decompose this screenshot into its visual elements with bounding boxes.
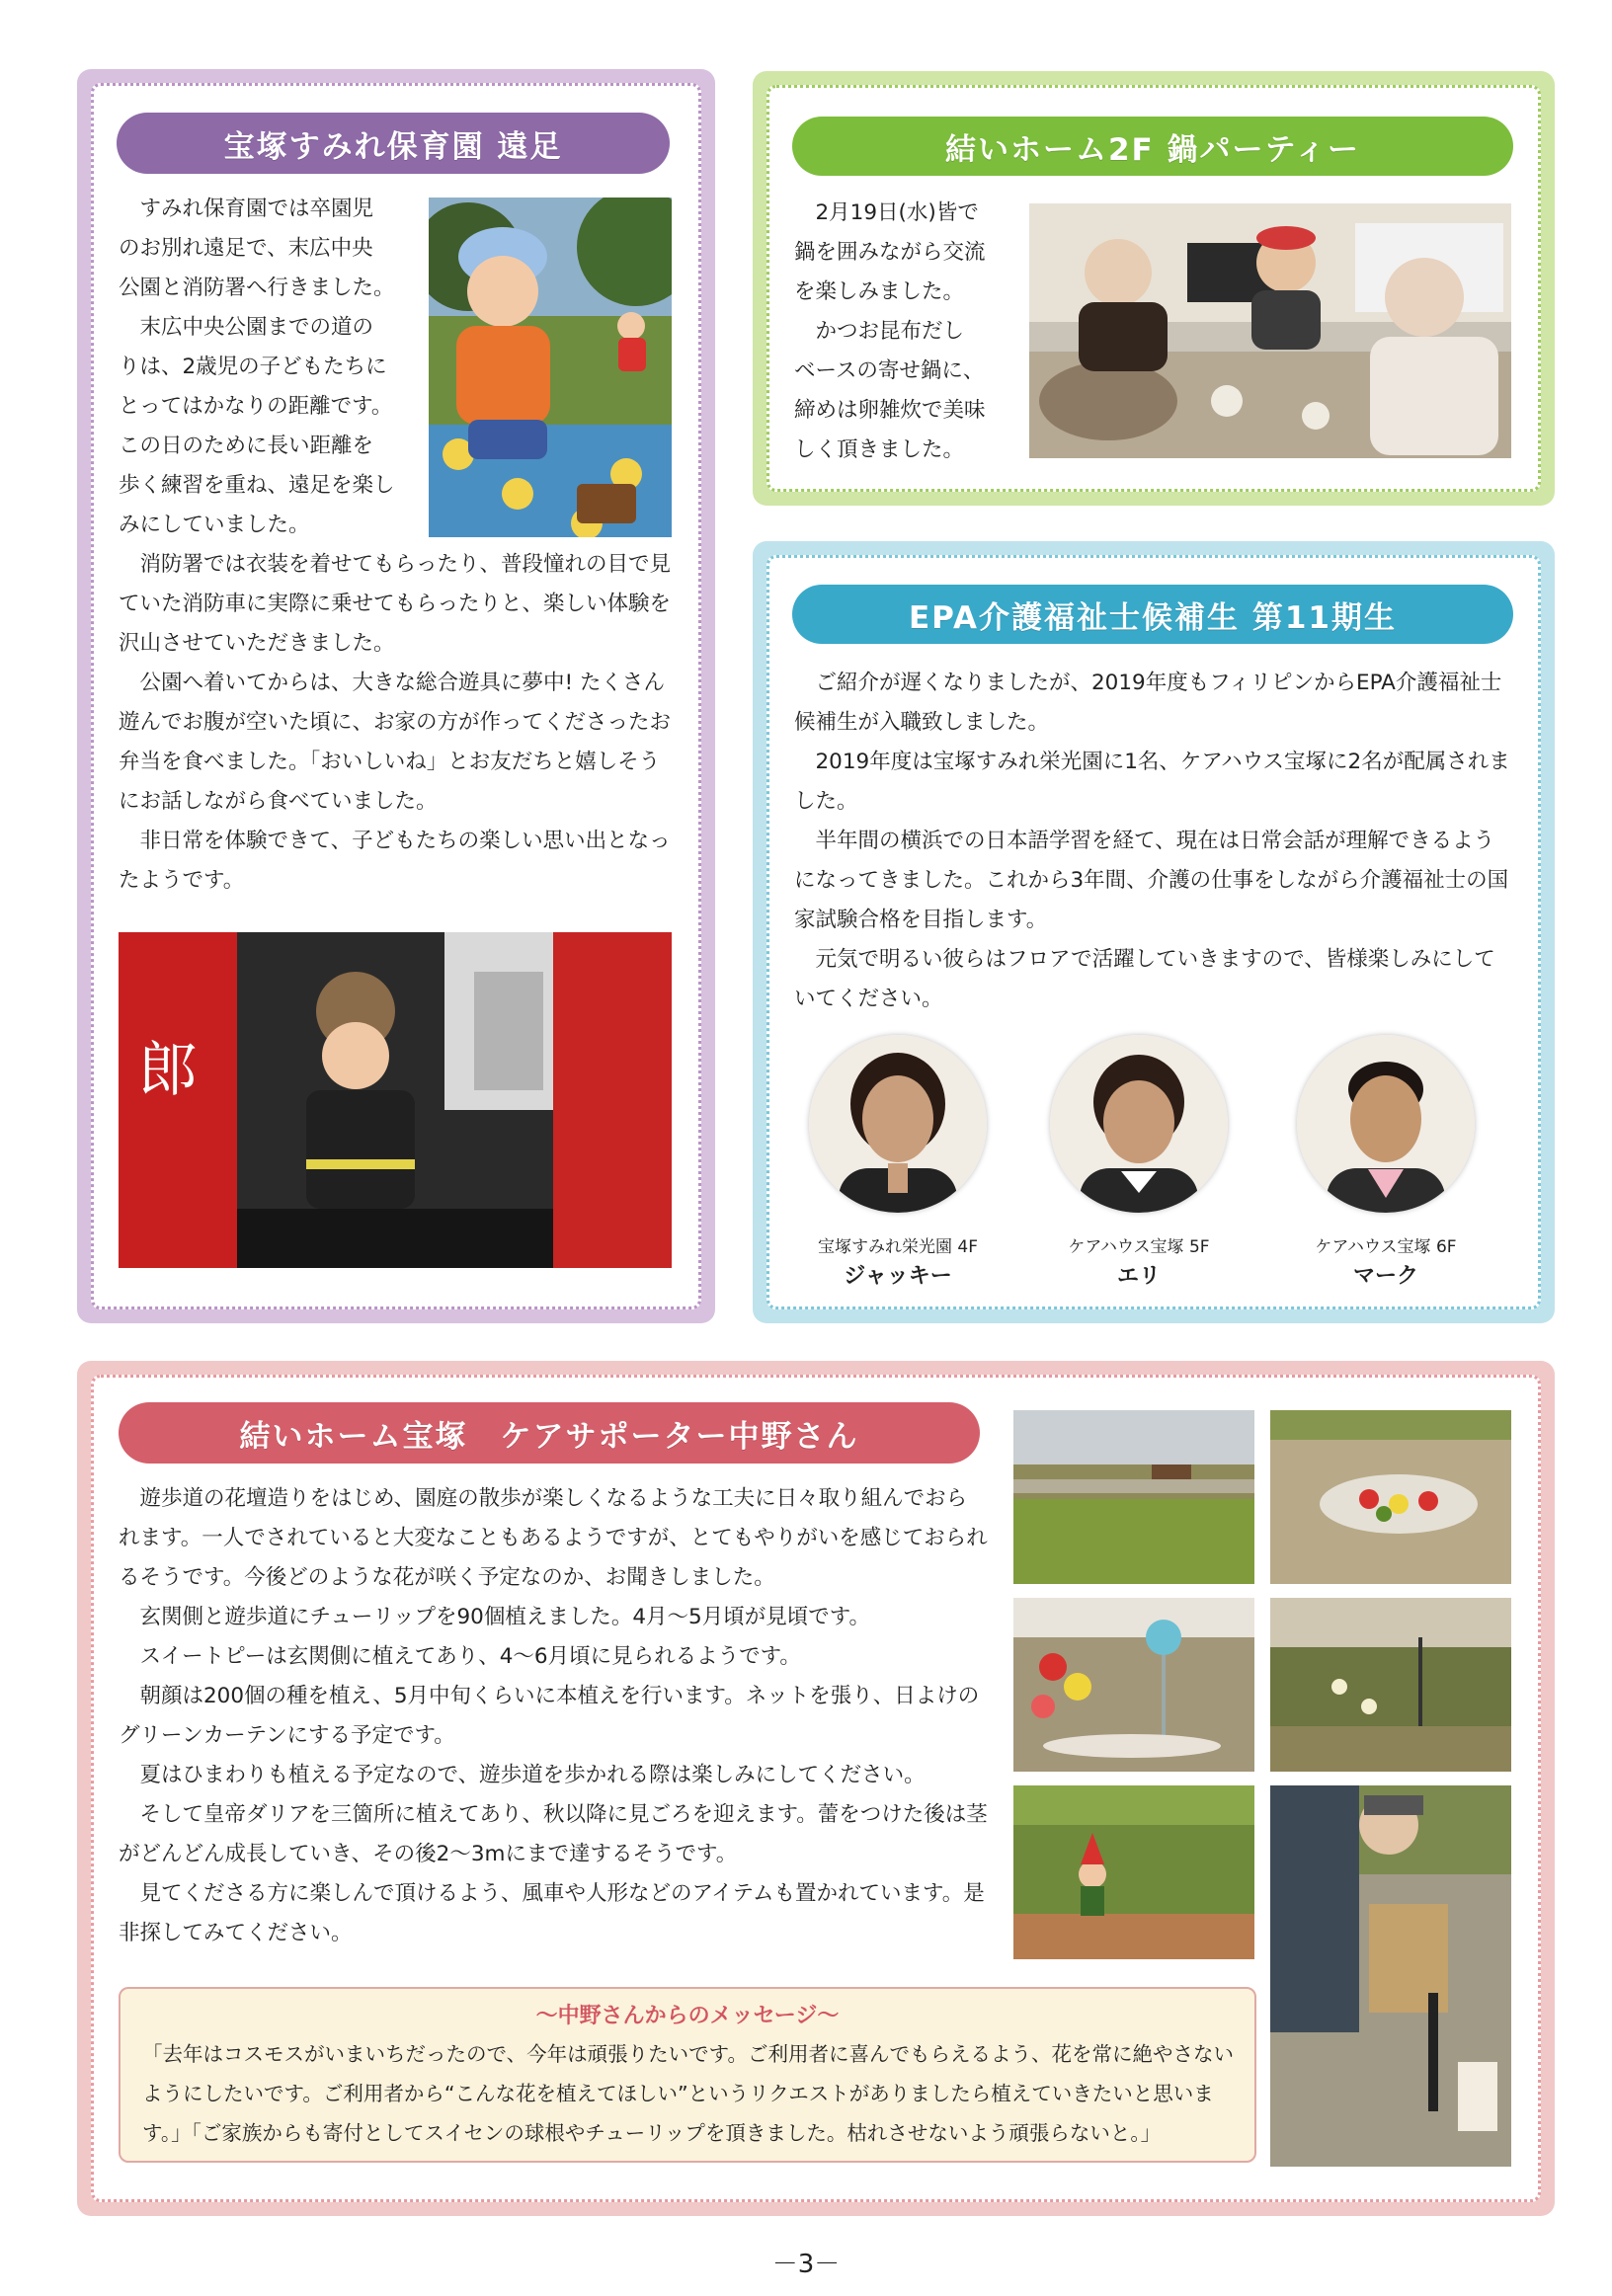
nabe-photo (1029, 203, 1511, 458)
nabe-title: 結いホーム2F 鍋パーティー (792, 117, 1513, 176)
epa-body: ご紹介が遅くなりましたが、2019年度もフィリピンからEPA介護福祉士候補生が入職致しました。 2019年度は宝塚すみれ栄光園に1名、ケアハウス宝塚に2名が配属されました。 半年間の横浜での日本語学習を経て、現在は日常会話が理解できるようになってきました。これから3年間、介護の仕事をしながら介護福祉士の国家試験合格を目指します。 元気で明るい彼らはフロアで活躍していきますので、皆様楽しみにしていてください。 (794, 671, 1510, 1011)
person-eri (1045, 1035, 1233, 1290)
nakano-title: 結いホーム宝塚 ケアサポーター中野さん (119, 1402, 980, 1464)
person-photo (809, 1035, 987, 1213)
nabe-body: 2月19日(水)皆で 鍋を囲みながら交流 を楽しみました。 かつお昆布だし ベースの寄せ鍋に、 締めは卵雑炊で美味 しく頂きました。 (794, 200, 986, 462)
person-photo (1050, 1035, 1228, 1213)
fire-truck-photo (119, 932, 672, 1268)
nursery-body: 消防署では衣装を着せてもらったり、普段憧れの目で見ていた消防車に実際に乗せてもらったりと、楽しい体験を沢山させていただきました。 公園へ着いてからは、大きな総合遊具に夢中! たくさん遊んでお腹が空いた頃に、お家の方が作ってくださったお弁当を食べました。「おいしいね」とお友だちと嬉しそうにお話しながら食べていました。 非日常を体験できて、子どもたちの楽しい思い出となったようです。 (119, 552, 672, 893)
nakano-working-photo (1270, 1785, 1511, 2167)
svg-text:郎: 郎 (138, 1036, 198, 1105)
page-number: －3－ (771, 2250, 841, 2279)
person-place: ケアハウス宝塚 6F (1315, 1237, 1457, 1257)
garden-photo-2 (1270, 1410, 1511, 1584)
person-mark (1292, 1035, 1480, 1290)
person-jackie (804, 1035, 992, 1290)
message-box (119, 1987, 1256, 2163)
garden-photo-4 (1270, 1598, 1511, 1772)
nursery-intro: すみれ保育園では卒園児 のお別れ遠足で、末広中央 公園と消防署へ行きました。 末広中央公園までの道の りは、2歳児の子どもたちに とってはかなりの距離です。 この日のために長い距離を 歩く練習を重ね、遠足を楽し みにしていました。 (119, 197, 395, 537)
nursery-title: 宝塚すみれ保育園 遠足 (117, 113, 670, 174)
message-text: 「去年はコスモスがいまいちだったので、今年は頑張りたいです。ご利用者に喜んでもらえるよう、花を常に絶やさないようにしたいです。ご利用者から“こんな花を植えてほしい”というリクエストがありましたら植えていきたいと思います。」「ご家族からも寄付としてスイセンの球根やチューリップを頂きました。枯れさせないよう頑張らないと。」 (142, 2042, 1234, 2145)
person-name: エリ (1116, 1264, 1161, 1289)
person-place: ケアハウス宝塚 5F (1068, 1237, 1210, 1257)
person-name: ジャッキー (844, 1264, 952, 1289)
person-photo (1297, 1035, 1475, 1213)
epa-title: EPA介護福祉士候補生 第11期生 (792, 585, 1513, 644)
garden-photo-5 (1013, 1785, 1254, 1959)
picnic-photo (429, 198, 672, 537)
garden-photo-1 (1013, 1410, 1254, 1584)
garden-photo-3 (1013, 1598, 1254, 1772)
nakano-body: 遊歩道の花壇造りをはじめ、園庭の散歩が楽しくなるような工夫に日々取り組んでおられます。一人でされていると大変なこともあるようですが、とてもやりがいを感じておられるそうです。今後どのような花が咲く予定なのか、お聞きしました。 玄関側と遊歩道にチューリップを90個植えました。4月～5月頃が見頃です。 スイートピーは玄関側に植えてあり、4～6月頃に見られるようです。 朝顔は200個の種を植え、5月中旬くらいに本植えを行います。ネットを張り、日よけのグリーンカーテンにする予定です。 夏はひまわりも植える予定なので、遊歩道を歩かれる際は楽しみにしてください。 そして皇帝ダリアを三箇所に植えてあり、秋以降に見ごろを迎えます。蕾をつけた後は茎がどんどん成長していき、その後2～3mにまで達するそうです。 見てくださる方に楽しんで頂けるよう、風車や人形などのアイテムも置かれています。是非探してみてください。 (119, 1486, 988, 1945)
person-place: 宝塚すみれ栄光園 4F (818, 1237, 978, 1257)
message-title: ～中野さんからのメッセージ～ (535, 2004, 840, 2028)
person-name: マーク (1352, 1264, 1418, 1289)
